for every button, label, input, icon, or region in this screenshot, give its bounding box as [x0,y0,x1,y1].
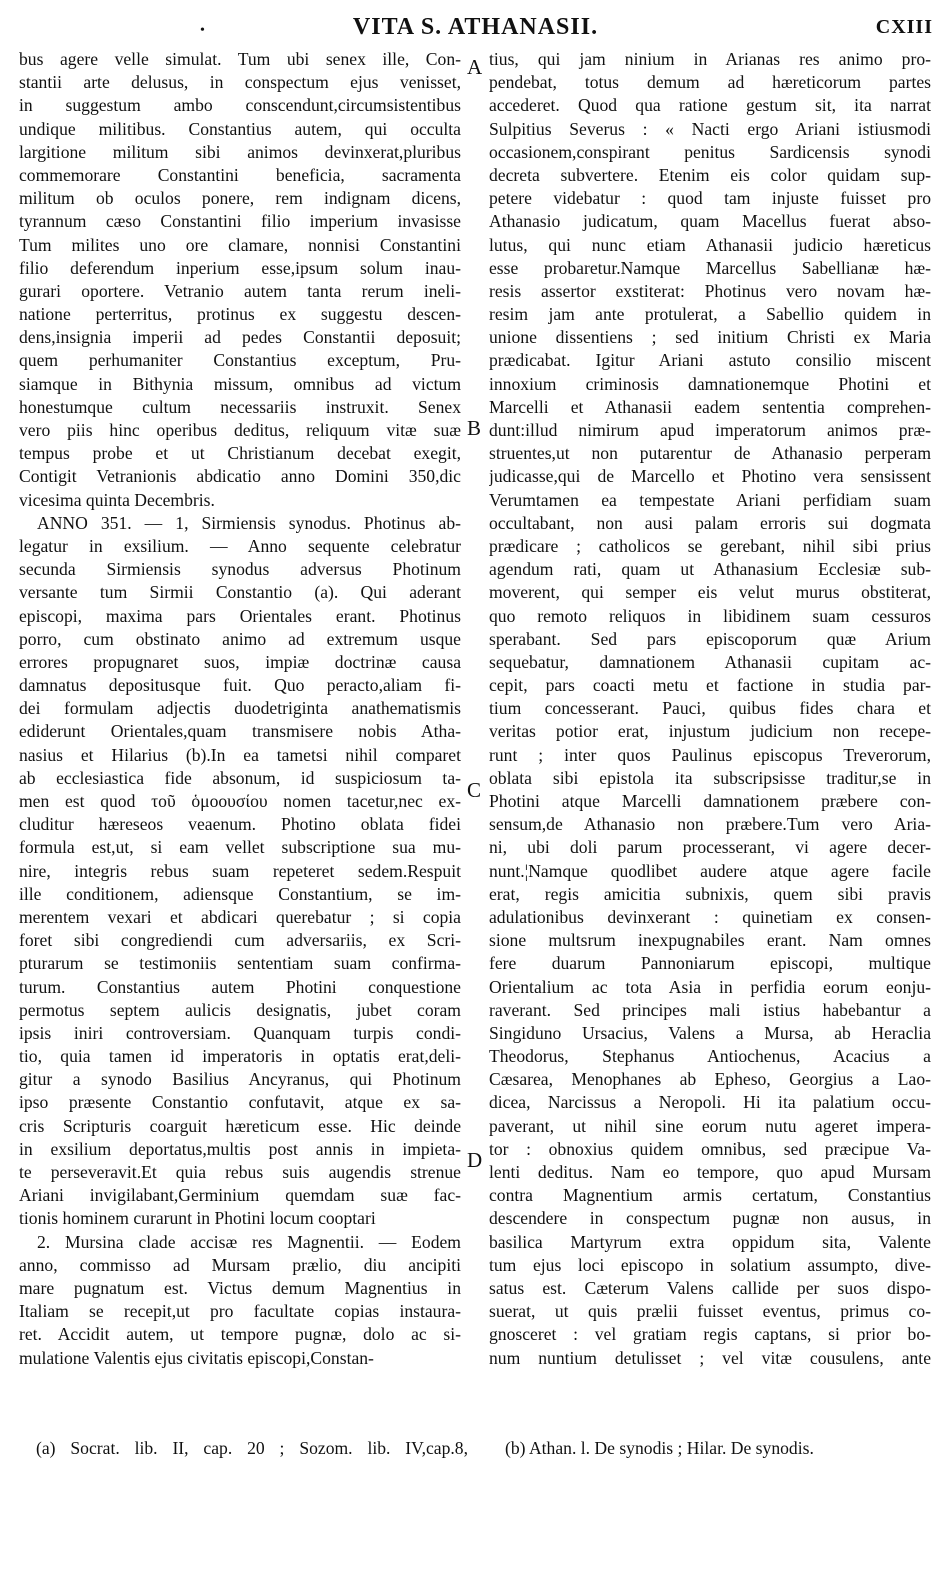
text-line: Athanasio judicatum, quam Macellus fuerat abso- [489,211,931,232]
text-line: basilica Martyrum extra oppidum sita, Valente [489,1231,931,1252]
text-line: tyrannum cæso Constantini filio imperium invasisse [19,211,461,232]
header-mark: • [200,23,205,38]
text-line: num nuntium detulisset ; vel vitæ cousulens, ante [489,1347,931,1368]
text-line: decreta subvertere. Etenim eis color quidam sup- [489,164,931,185]
text-line: anno, commisso ad Mursam prælio, diu ancipiti [19,1254,461,1275]
text-line: occasionem,conspirant penitus Sardicensis synodi [489,141,931,162]
text-line: struentes,ut non putarentur de Athanasio perperam [489,443,931,464]
text-line: damnatus depositusque fuit. Quo peracto,aliam fi- [19,675,461,696]
text-line: petere videbatur : quod tam injuste fuisset pro [489,188,931,209]
text-line: in exsilium deportatus,multis post annis in impieta- [19,1138,461,1159]
text-line: stantii arte delusus, in conspectum ejus venisset, [19,72,461,93]
running-title: VITA S. ATHANASII. [352,14,599,40]
text-line: nasius et Hilarius (b).In ea tametsi nihil comparet [19,744,461,765]
margin-letter-d: D [467,1148,483,1172]
text-line: Cæsarea, Menophanes ab Epheso, Georgius a Lao- [489,1069,931,1090]
text-line: secunda Sirmiensis synodus adversus Photinum [19,559,461,580]
page-header [0,0,951,48]
text-line: quem perhumaniter Constantius exceptum, Pru- [19,350,461,371]
text-line: dicea, Narcissus a Neropoli. Hi ita palatium occu- [489,1092,931,1113]
text-line: Verumtamen ea tempestate Ariani perfidiam suam [489,489,931,510]
text-line: legatur in exsilium. — Anno sequente celebratur [19,535,461,556]
text-line: militum ob oculos ponere, rem indignam dicens, [19,188,461,209]
text-line: paverant, ut nihil sine eorum nutu ageret impera- [489,1115,931,1136]
text-line: tius, qui jam ninium in Arianas res animo pro- [489,49,931,69]
text-line: episcopi, maxima pars Orientales erant. Photinus [19,605,461,626]
text-line: mulatione Valentis ejus civitatis episcopi,Constan- [19,1347,374,1368]
text-line: permotus septem aulicis designatis, jubet coram [19,999,461,1020]
margin-letter-a: A [467,55,483,79]
text-line: nire, integris rebus suam repeteret sedem.Respuit [19,860,461,881]
text-line: gurari oportere. Vetranio autem tanta rerum ineli- [19,280,461,301]
text-line: gnosceret : vel gratiam regis captans, si prior bo- [489,1324,931,1345]
text-line: commemorare Constantini beneficia, sacramenta [19,164,461,185]
text-line: judicasse,qui de Marcello et Photino vera sensissent [489,466,931,487]
text-line: ipsis iniri controversiam. Quanquam turpis condi- [19,1022,461,1043]
text-line: gitur a synodo Basilius Ancyranus, qui Photinum [19,1069,461,1090]
text-line: veritas potior erat, injustum judicium non recepe- [489,721,931,742]
text-line: Theodorus, Stephanus Antiochenus, Acacius a [489,1046,931,1067]
text-line: pendebat, totus demum ad hæreticorum partes [489,72,931,93]
text-line: dens,insignia imperii ad pedes Constantii deposuit; [19,327,461,348]
text-line: tum ejus loci episcopo in solatium assumpto, dive- [489,1254,931,1275]
text-line: esse probaretur.Namque Marcellus Sabellianæ hæ- [489,257,931,278]
text-line: sensum,de Athanasio non præbere.Tum vero Aria- [489,814,931,835]
text-line: unione dissentiens ; sed initium Christi ex Maria [489,327,931,348]
text-line: raverant. Sed principes mali istius habebantur a [489,999,931,1020]
footnote-a: (a) Socrat. lib. II, cap. 20 ; Sozom. lib. IV,cap.8, [36,1438,468,1458]
text-line: filio deferendum inperium esse,ipsum solum inau- [19,257,461,278]
right-column [489,48,931,1370]
text-line: honestumque cultum necessariis instruxit. Senex [19,396,461,417]
text-line: dunt:illud nimirum apud imperatorum animos præ- [489,420,931,440]
text-line: men est quod τοῦ ὁμοουσίου nomen tacetur,nec ex- [19,791,461,811]
text-line: formula est,ut, si eam vellet subscriptione sua mu- [19,837,461,858]
text-line: cluditur hæreseos veaenum. Photino oblata fidei [19,814,461,835]
text-line: in suggestum ambo conscendunt,circumsistentibus [19,95,461,116]
text-line: foret sibi congrediendi cum adversariis, ex Scri- [19,930,461,951]
text-line: versante tum Sirmii Constantio (a). Qui aderant [19,582,461,603]
text-line: Italiam se recepit,ut pro facultate copias instaura- [19,1301,461,1322]
text-line: lenti deditus. Nam eo tempore, quo apud Mursam [489,1162,931,1182]
text-line: ediderunt Orientales,quam transmisere nobis Atha- [19,721,461,742]
text-line: accederet. Quod qua ratione gestum sit, ita narrat [489,95,931,116]
text-line: tempus probe et ut Christianum decebat exegit, [19,443,461,464]
text-line: ANNO 351. — 1, Sirmiensis synodus. Photinus ab- [37,512,461,533]
text-line: vero piis hinc operibus deditus, reliquum vitæ suæ [19,420,461,440]
text-line: porro, cum obstinato animo ad extremum usque [19,628,461,649]
text-line: largitione militum sibi animos devinxerat,pluribus [19,141,461,162]
text-line: undique militibus. Constantius autem, qui occulta [19,118,461,139]
text-line: lutus, qui nunc etiam Athanasii judicio hæreticus [489,234,931,255]
margin-letter-b: B [467,416,482,440]
text-line: sione multsrum inexpugnabiles erant. Nam omnes [489,930,931,951]
text-line: ille conditionem, adiensque Constantium, se im- [19,883,461,904]
text-line: Ariani invigilabant,Germinium quemdam suæ fac- [19,1185,461,1206]
text-line: siamque in Bithynia missum, omnibus ad victum [19,373,461,394]
text-line: Sulpitius Severus : « Nacti ergo Ariani istiusmodi [489,118,931,139]
text-line: te perseveravit.Et quia rebus suis augendis strenue [19,1162,461,1182]
text-line: oblata sibi epistola ita subscripsisse traditur,se in [489,767,931,788]
margin-letter-c: C [467,778,482,802]
text-line: cris Scripturis coarguit hæreticum esse. Hic deinde [19,1115,461,1136]
text-line: moverent, qui semper eis velut murus obstiterat, [489,582,931,603]
text-line: natione perterritus, protinus ex suggestu descen- [19,304,461,325]
text-line: mare pugnatum est. Victus demum Magnentius in [19,1277,461,1298]
text-line: ipso præsente Constantio confutavit, atque ex sa- [19,1092,461,1113]
text-line: pturarum se testimoniis sententiam suam confirma- [19,953,461,974]
text-line: prædicare ; catholicos se gerebant, nihil sibi prius [489,535,931,556]
text-line: occultabant, non ausi palam erroris sui dogmata [489,512,931,533]
text-line: sequebatur, damnationem Athanasii cupitam ac- [489,651,931,672]
text-line: Marcelli et Athanasii eadem sententia comprehen- [489,396,931,417]
text-line: turum. Constantius autem Photini conquestione [19,976,461,997]
text-line: sperabant. Sed pars episcoporum quæ Arium [489,628,931,649]
text-line: runt ; inter quos Paulinus episcopus Treverorum, [489,744,931,765]
text-line: satus est. Cæterum Valens callide per suos dispo- [489,1277,931,1298]
text-line: vicesima quinta Decembris. [19,489,215,510]
text-line: Tum milites uno ore clamare, nonnisi Constantini [19,234,461,255]
text-line: agendum rati, quam ut Athanasium Ecclesiæ sub- [489,559,931,580]
text-line: fere duarum Pannoniarum episcopi, multique [489,953,931,974]
text-line: ret. Accidit autem, ut tempore pugnæ, dolo ac si- [19,1324,461,1345]
text-line: tium concesserant. Pauci, quibus fides chara et [489,698,931,719]
page-number: CXIII [875,16,933,38]
text-line: suerat, ut quis prælii fuisset eventus, primus co- [489,1301,931,1322]
text-line: nunt.¦Namque quodlibet audere atque agere facile [489,860,931,881]
text-line: resis assertor exstiterat: Photinus vero novam hæ- [489,280,931,301]
text-line: descendere in conspectum pugnæ non ausus, in [489,1208,931,1229]
text-line: 2. Mursina clade accisæ res Magnentii. — Eodem [37,1231,461,1252]
text-line: prædicabat. Igitur Ariani astuto consilio miscent [489,350,931,371]
text-line: ni, ubi doli parum processerant, vi agere decer- [489,837,931,858]
text-line: bus agere velle simulat. Tum ubi senex ille, Con- [19,49,461,69]
text-line: resim jam ante protulerat, a Sabellio quidem in [489,304,931,325]
text-line: Singiduno Ursacius, Valens a Mursa, ab Heraclia [489,1022,931,1043]
text-line: tionis hominem curarunt in Photini locum cooptari [19,1208,376,1229]
text-line: quo remoto reliquos in libidinem suam cessuros [489,605,931,626]
text-line: innoxium criminosis damnationemque Photini et [489,373,931,394]
text-line: dei formulam adjectis duodetriginta anathematismis [19,698,461,719]
text-line: errores propugnaret suos, impiæ doctrinæ causa [19,651,461,672]
text-line: contra Magnentium armis certatum, Constantius [489,1185,931,1206]
left-column [19,48,461,1370]
text-line: erat, regis amicitia subnixis, quem sibi pravis [489,883,931,904]
text-line: Photini atque Marcelli damnationem præbere con- [489,791,931,811]
text-line: ab ecclesiastica fide absonum, id suspiciosum ta- [19,767,461,788]
text-line: cepit, pars coacti metu et factione in studia par- [489,675,931,696]
text-line: merentem vexari et abdicari querebatur ; si copia [19,906,461,927]
text-line: Contigit Vetranionis abdicatio anno Domini 350,dic [19,466,461,487]
text-line: tio, quia tamen id imperatoris in optatis erat,deli- [19,1046,461,1067]
text-line: Orientalium ac tota Asia in perfidia eorum eonju- [489,976,931,997]
text-line: adulationibus devinxerant : quinetiam ex consen- [489,906,931,927]
text-line: tor : obnoxius quidem omnibus, sed præcipue Va- [489,1138,931,1159]
footnote-b: (b) Athan. l. De synodis ; Hilar. De synodis. [505,1438,814,1458]
